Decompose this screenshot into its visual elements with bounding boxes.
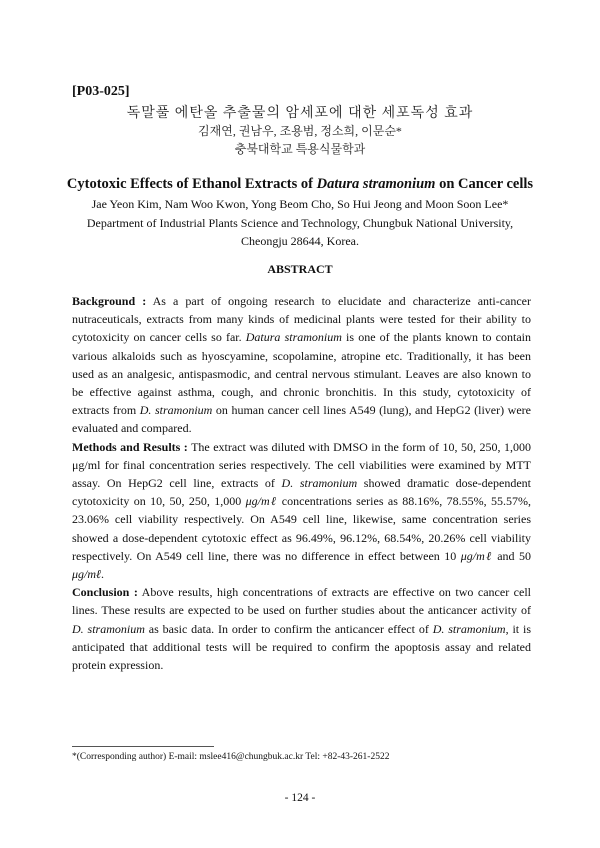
methods-text-1: The extract was diluted with DMSO in the form of 10, 50, 250, 1,000 μg/ml for final concentration series respectively. The cell viabilities were examined by MTT assay. On HepG2 cell line, extracts of	[72, 439, 531, 491]
english-affiliation: Department of Industrial Plants Science and Technology, Chungbuk National University, Cheongju 28644, Korea.	[86, 215, 514, 248]
korean-authors: 김재연, 권남우, 조용범, 정소희, 이문순*	[198, 124, 402, 138]
english-author-block	[80, 195, 520, 251]
background-species-short: D. stramonium	[139, 403, 213, 418]
methods-species: D. stramonium	[281, 476, 358, 491]
background-text-2: is one of the plants known to contain various alkaloids such as hyoscyamine, scopolamine, atropine etc. Traditionally, it has been used as an analgesic, antispasmodic, and central nervous stimulant. Leaves are also known to be effective against asthma, cough, and chronic bronchitis. In this study, cytotoxicity of extracts from	[72, 330, 531, 418]
abstract-code: [P03-025]	[72, 84, 130, 99]
methods-unit-3: μg/mℓ	[72, 567, 102, 582]
methods-text-3: concentrations series as 88.16%, 78.55%, 55.57%, 23.06% cell viability respectively. On A549 cell line, likewise, same concentration series showed a dose-dependent cytotoxic effect as 96.49%, 96.12%, 68.54%, 20.26% cell viability respectively. On A549 cell line, there was no difference in effect between 10	[72, 494, 531, 563]
conclusion-label: Conclusion :	[72, 585, 138, 600]
conclusion-paragraph	[72, 583, 531, 674]
background-species: Datura stramonium	[245, 330, 342, 345]
conclusion-text-2: as basic data. In order to confirm the anticancer effect of	[144, 621, 433, 636]
background-label: Background :	[72, 294, 147, 308]
korean-title: 독말풀 에탄올 추출물의 암세포에 대한 세포독성 효과	[126, 106, 474, 121]
corresponding-author-footnote: *(Corresponding author) E-mail: mslee416@chungbuk.ac.kr Tel: +82-43-261-2522	[72, 752, 390, 762]
methods-text-5: .	[101, 567, 105, 582]
abstract-heading: ABSTRACT	[267, 262, 333, 276]
methods-unit-2: μg/mℓ	[460, 548, 493, 563]
methods-text-2: showed dramatic dose-dependent cytotoxicity on 10, 50, 250, 1,000	[72, 476, 531, 509]
methods-paragraph	[72, 438, 531, 584]
abstract-body	[72, 292, 531, 674]
english-title	[0, 176, 600, 193]
conclusion-text-1: Above results, high concentrations of extracts are effective on two cancer cell lines. These results are expected to be used on further studies about the anticancer activity of	[72, 585, 531, 618]
english-title-post: on Cancer cells	[435, 176, 534, 192]
background-text-1: As a part of ongoing research to elucidate and characterize anti-cancer nutraceuticals, extracts from many kinds of medicinal plants were tested for their ability to cytotoxicity on cancer cells so far.	[72, 294, 532, 345]
conclusion-species-2: D. stramonium	[432, 621, 506, 636]
background-paragraph	[72, 292, 531, 438]
english-title-species: Datura stramonium	[316, 176, 436, 192]
page-number: - 124 -	[284, 792, 316, 804]
conclusion-text-3: , it is anticipated that additional tests will be required to confirm the apoptosis assay and related protein expression.	[72, 621, 532, 673]
english-authors: Jae Yeon Kim, Nam Woo Kwon, Yong Beom Cho, So Hui Jeong and Moon Soon Lee*	[91, 197, 509, 211]
english-title-pre: Cytotoxic Effects of Ethanol Extracts of	[66, 176, 317, 192]
conclusion-species-1: D. stramonium	[72, 621, 145, 636]
methods-unit-1: μg/mℓ	[245, 494, 278, 509]
methods-label: Methods and Results :	[72, 439, 188, 454]
korean-affiliation: 충북대학교 특용식물학과	[234, 142, 366, 156]
footnote-divider	[72, 746, 214, 747]
background-text-3: on human cancer cell lines A549 (lung), and HepG2 (liver) were evaluated and compared.	[72, 403, 531, 436]
methods-text-4: and 50	[492, 548, 532, 563]
